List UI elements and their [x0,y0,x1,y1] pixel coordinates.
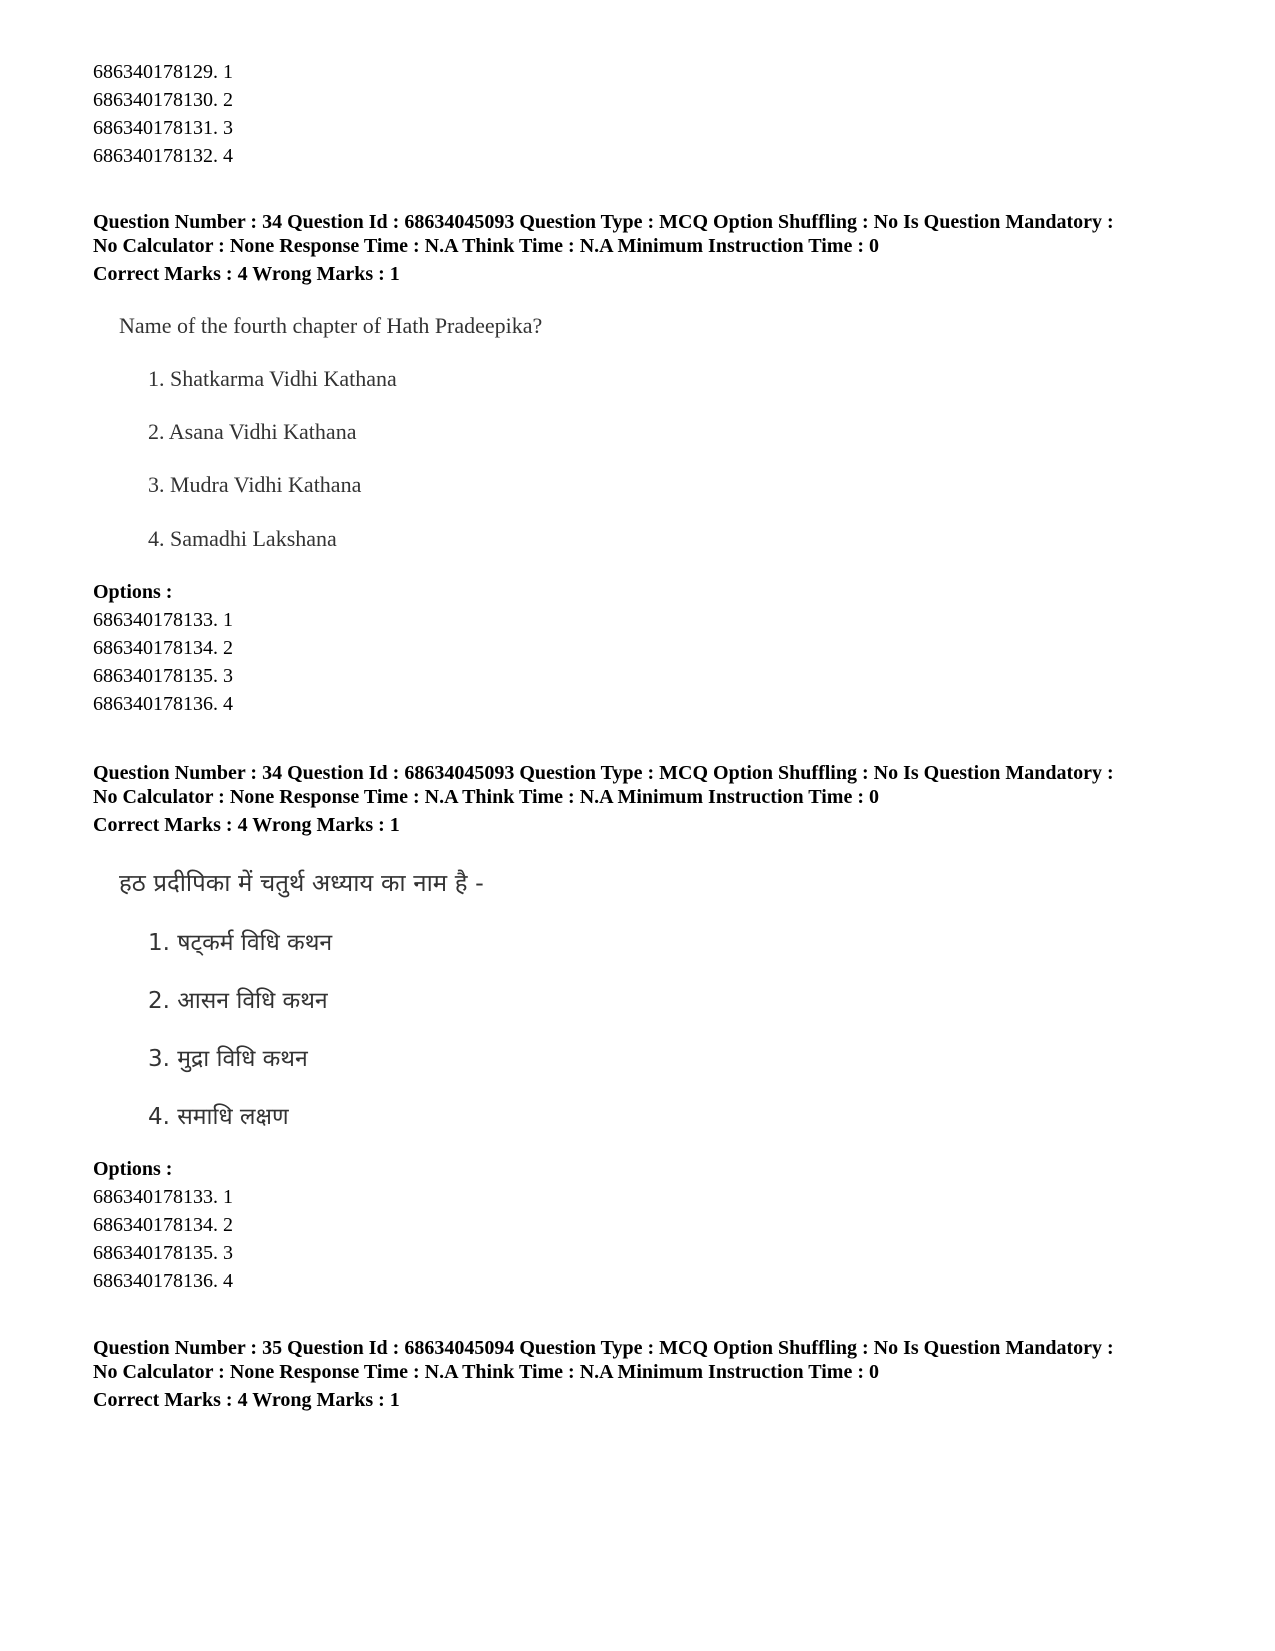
option-line: 686340178129. 1 [93,61,233,83]
question-marks: Correct Marks : 4 Wrong Marks : 1 [93,1389,400,1411]
option-line: 686340178131. 3 [93,117,233,139]
question-choice: 3. Mudra Vidhi Kathana [148,472,362,497]
question-header: Question Number : 34 Question Id : 68634045093 Question Type : MCQ Option Shuffling : No Is Question Mandatory : [93,211,1114,233]
question-stem: Name of the fourth chapter of Hath Pradeepika? [119,313,543,338]
options-label: Options : [93,1158,173,1180]
question-choice: 1. षट्कर्म विधि कथन [148,930,333,956]
option-line: 686340178133. 1 [93,609,233,631]
question-header: No Calculator : None Response Time : N.A Think Time : N.A Minimum Instruction Time : 0 [93,1361,879,1383]
question-choice: 1. Shatkarma Vidhi Kathana [148,366,397,391]
question-header: Question Number : 34 Question Id : 68634045093 Question Type : MCQ Option Shuffling : No Is Question Mandatory : [93,762,1114,784]
option-line: 686340178136. 4 [93,1270,233,1292]
question-header: Question Number : 35 Question Id : 68634045094 Question Type : MCQ Option Shuffling : No Is Question Mandatory : [93,1337,1114,1359]
question-marks: Correct Marks : 4 Wrong Marks : 1 [93,814,400,836]
options-label: Options : [93,581,173,603]
option-line: 686340178134. 2 [93,1214,233,1236]
question-choice: 2. आसन विधि कथन [148,988,328,1014]
question-choice: 2. Asana Vidhi Kathana [148,419,357,444]
option-line: 686340178135. 3 [93,1242,233,1264]
option-line: 686340178132. 4 [93,145,233,167]
question-choice: 3. मुद्रा विधि कथन [148,1046,308,1072]
option-line: 686340178133. 1 [93,1186,233,1208]
question-header: No Calculator : None Response Time : N.A Think Time : N.A Minimum Instruction Time : 0 [93,786,879,808]
question-choice: 4. समाधि लक्षण [148,1104,289,1130]
question-stem: हठ प्रदीपिका में चतुर्थ अध्याय का नाम है - [119,869,484,897]
option-line: 686340178130. 2 [93,89,233,111]
question-header: No Calculator : None Response Time : N.A Think Time : N.A Minimum Instruction Time : 0 [93,235,879,257]
option-line: 686340178135. 3 [93,665,233,687]
option-line: 686340178134. 2 [93,637,233,659]
option-line: 686340178136. 4 [93,693,233,715]
question-marks: Correct Marks : 4 Wrong Marks : 1 [93,263,400,285]
question-choice: 4. Samadhi Lakshana [148,526,337,551]
